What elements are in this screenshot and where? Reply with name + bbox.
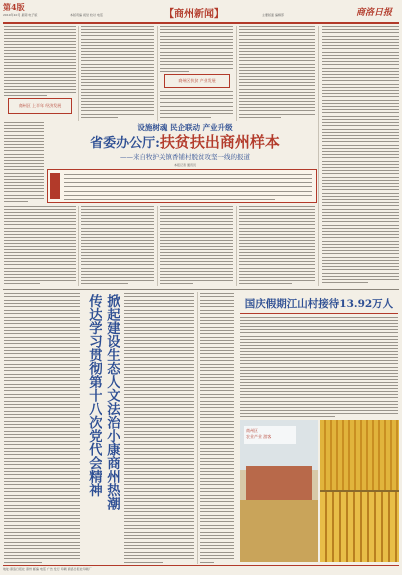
lower-text-col2 — [124, 293, 194, 563]
page-number: 第4版 — [3, 2, 25, 12]
left-subhead-box — [8, 98, 72, 114]
highlight-tag — [50, 173, 60, 199]
lower-text-col1 — [4, 293, 80, 563]
column-rule — [78, 26, 79, 121]
photo-building — [246, 466, 312, 500]
photo-crop-top — [320, 420, 399, 490]
article-text-col5 — [322, 26, 399, 284]
photo-ground — [240, 500, 318, 562]
photo-caption-line2: 农业产业 游客 — [246, 434, 272, 439]
lead-body-col3 — [160, 206, 233, 284]
masthead-info-left: 2019年10月 星期 电子版 — [3, 13, 38, 17]
highlight-box — [47, 169, 317, 203]
column-rule — [236, 206, 237, 286]
lead-headline-prefix: 省委办公厅: — [90, 136, 160, 151]
masthead-rule — [3, 22, 399, 24]
lead-byline: 本报记者 通讯员 — [174, 163, 196, 167]
highlight-text — [64, 174, 312, 200]
tourism-text — [240, 317, 398, 417]
column-rule — [78, 206, 79, 286]
photo-left — [240, 420, 318, 562]
lead-subheadline: ——来自牧护关镇香铺村脱贫攻坚一线的报道 — [120, 153, 250, 161]
masthead-info-mid: 本版责编 视觉 校对 电话 — [70, 13, 103, 17]
article-text-col3-top — [160, 26, 233, 72]
lead-body-col4 — [239, 206, 315, 284]
article-text-col4-top — [239, 26, 315, 118]
photo-right — [320, 420, 399, 562]
column-rule — [157, 26, 158, 121]
vertical-headline-1: 掀起建设生态人文法治小康商州热潮 — [104, 294, 120, 510]
column-rule — [236, 26, 237, 121]
footer-rule — [3, 565, 399, 566]
paper-name: 商洛日报 — [356, 8, 393, 18]
article-text-col1-top — [4, 26, 76, 96]
lead-body-col1 — [4, 122, 44, 202]
lead-body-col2 — [81, 206, 154, 284]
article-text-col3-bottom — [160, 91, 233, 118]
middle-subhead-box — [164, 74, 230, 88]
left-subhead: 商州区 上半年 经济发展 — [18, 103, 62, 108]
lower-text-col3 — [200, 293, 234, 563]
photo-crop-bottom — [320, 492, 399, 562]
section-divider — [3, 289, 399, 290]
middle-subhead: 商州区扶贫 产业发展 — [178, 78, 216, 83]
lead-headline — [40, 131, 330, 152]
footer-text: 地址:商洛日报社 商州 邮编 电话 广告 发行 印刷 商洛日报社印刷厂 — [3, 567, 92, 571]
lead-kicker: 设施树魂 民企联动 产业升级 — [137, 123, 233, 132]
masthead-info-right: 主要版面 编辑部 — [262, 13, 284, 17]
masthead — [0, 0, 402, 22]
lead-body-col1b — [4, 206, 76, 284]
vertical-headline-2: 传达学习贯彻第十八次党代会精神 — [86, 294, 102, 497]
tourism-headline: 国庆假期江山村接待13.92万人 — [244, 298, 394, 310]
photo-caption-line1: 商州区 — [246, 428, 258, 433]
column-rule — [197, 292, 198, 564]
lead-headline-main: 扶贫扶出商州样本 — [159, 133, 280, 151]
article-text-col2-top — [81, 26, 154, 118]
section-title: 【商州新闻】 — [164, 9, 224, 20]
column-rule — [157, 206, 158, 286]
photo-caption-box — [244, 426, 296, 444]
tourism-rule — [240, 313, 398, 314]
